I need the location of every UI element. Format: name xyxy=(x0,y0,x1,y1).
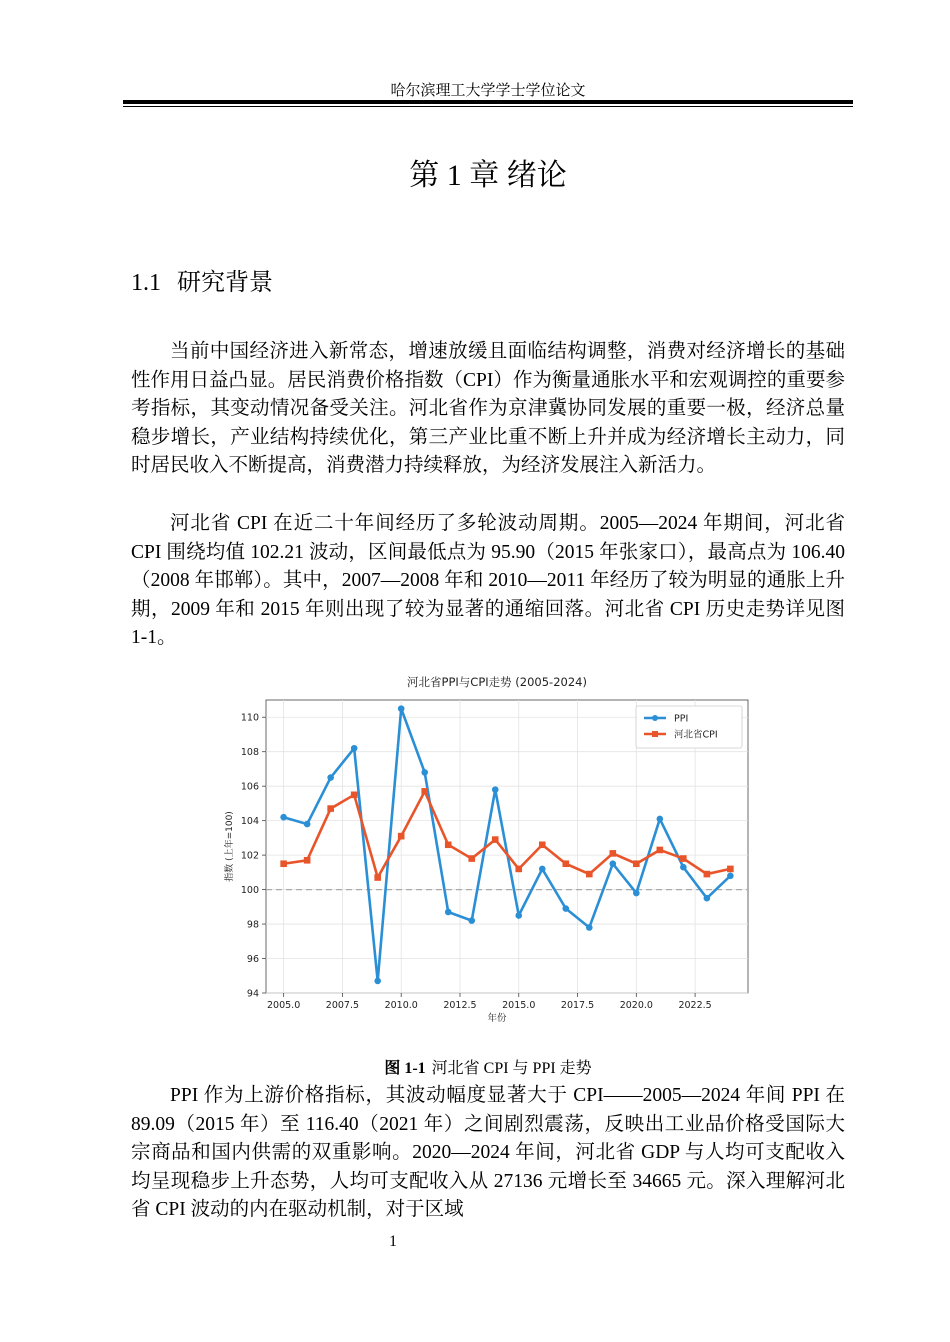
y-tick-label: 94 xyxy=(246,988,259,1000)
cpi-point xyxy=(421,788,428,795)
figure-caption-text: 河北省 CPI 与 PPI 走势 xyxy=(431,1060,592,1077)
page-number: 1 xyxy=(389,1233,397,1250)
header-title: 哈尔滨理工大学学士学位论文 xyxy=(390,83,586,99)
cpi-point xyxy=(680,855,687,862)
section-number: 1.1 xyxy=(131,270,161,296)
x-tick-label: 2020.0 xyxy=(619,1000,653,1011)
y-tick-label: 98 xyxy=(246,919,259,931)
y-axis-label: 指数 (上年=100) xyxy=(225,811,235,882)
x-tick-label: 2015.0 xyxy=(502,1000,536,1011)
x-tick-label: 2012.5 xyxy=(443,1000,477,1011)
chapter-title: 第 1 章 绪论 xyxy=(409,159,567,192)
ppi-point xyxy=(515,912,522,919)
body-paragraph-3: PPI 作为上游价格指标，其波动幅度显著大于 CPI——2005—2024 年间 PPI 在 89.09（2015 年）至 116.40（2021 年）之间剧烈震荡，反映出工业品价格受国际大宗商品和国内供需的双重影响。2020—2024 年间，河北省 GDP 与人均可支配收入均呈现稳步上升态势，人均可支配收入从 27136 元增长至 34665 元。深入理解河北省 CPI 波动的内在驱动机制，对于区域 xyxy=(131,1085,845,1221)
line-chart xyxy=(218,670,758,1032)
section-title: 研究背景 xyxy=(177,270,273,296)
cpi-point xyxy=(586,871,593,878)
ppi-point xyxy=(374,978,381,985)
cpi-point xyxy=(468,855,475,862)
cpi-point xyxy=(398,833,405,840)
cpi-point xyxy=(515,866,522,873)
ppi-point xyxy=(304,821,311,828)
cpi-point xyxy=(280,860,287,867)
cpi-point xyxy=(633,860,640,867)
ppi-point xyxy=(445,909,452,916)
ppi-point xyxy=(398,705,405,712)
x-axis-label: 年份 xyxy=(487,1013,507,1024)
legend-label: PPI xyxy=(674,713,689,725)
ppi-point xyxy=(327,774,334,781)
legend-swatch-marker xyxy=(652,715,658,721)
x-tick-label: 2010.0 xyxy=(384,1000,418,1011)
chart-title: 河北省PPI与CPI走势 (2005-2024) xyxy=(407,675,587,689)
ppi-point xyxy=(586,924,593,931)
figure-1-1 xyxy=(218,670,758,1032)
body-paragraph-2: 河北省 CPI 在近二十年间经历了多轮波动周期。2005—2024 年期间，河北省 CPI 围绕均值 102.21 波动，区间最低点为 95.90（2015 年张家口），最高点为 106.40（2008 年邯郸）。其中，2007—2008 年和 2010—2011 年经历了较为明显的通胀上升期，2009 年和 2015 年则出现了较为显著的通缩回落。河北省 CPI 历史走势详见图 1-1。 xyxy=(131,513,845,649)
ppi-point xyxy=(562,905,569,912)
cpi-point xyxy=(727,866,734,873)
header-rule-thick xyxy=(123,100,853,104)
ppi-point xyxy=(280,814,287,821)
figure-caption xyxy=(0,1055,950,1078)
y-tick-label: 96 xyxy=(246,954,259,966)
ppi-point xyxy=(351,745,358,752)
x-tick-label: 2022.5 xyxy=(678,1000,712,1011)
x-tick-label: 2005.0 xyxy=(267,1000,301,1011)
section-heading xyxy=(131,262,273,297)
header-rule-thin xyxy=(123,106,853,107)
ppi-point xyxy=(610,860,617,867)
cpi-point xyxy=(445,841,452,848)
body-paragraph-1: 当前中国经济进入新常态，增速放缓且面临结构调整，消费对经济增长的基础性作用日益凸显。居民消费价格指数（CPI）作为衡量通胀水平和宏观调控的重要参考指标，其变动情况备受关注。河北省作为京津冀协同发展的重要一极，经济总量稳步增长，产业结构持续优化，第三产业比重不断上升并成为经济增长主动力，同时居民收入不断提高，消费潜力持续释放，为经济发展注入新活力。 xyxy=(131,341,845,477)
cpi-point xyxy=(539,841,546,848)
legend-label: 河北省CPI xyxy=(674,729,718,741)
ppi-point xyxy=(704,895,711,902)
cpi-point xyxy=(304,857,311,864)
ppi-point xyxy=(680,864,687,871)
y-tick-label: 104 xyxy=(240,816,259,828)
ppi-point xyxy=(633,890,640,897)
cpi-point xyxy=(374,874,381,881)
y-tick-label: 100 xyxy=(240,885,259,897)
cpi-point xyxy=(610,850,617,857)
figure-caption-label: 图 1-1 xyxy=(384,1060,426,1077)
series-line-ppi xyxy=(284,709,731,981)
cpi-point xyxy=(562,860,569,867)
cpi-point xyxy=(492,836,499,843)
y-tick-label: 110 xyxy=(240,712,259,724)
ppi-point xyxy=(421,769,428,776)
ppi-point xyxy=(539,866,546,873)
ppi-point xyxy=(492,786,499,793)
x-tick-label: 2017.5 xyxy=(560,1000,595,1011)
cpi-point xyxy=(657,847,664,854)
ppi-point xyxy=(468,917,475,924)
legend-box xyxy=(636,706,742,748)
cpi-point xyxy=(704,871,711,878)
cpi-point xyxy=(327,805,334,812)
ppi-point xyxy=(727,873,734,880)
y-tick-label: 102 xyxy=(240,850,259,862)
legend-swatch-marker xyxy=(652,731,658,737)
cpi-point xyxy=(351,791,358,798)
y-tick-label: 106 xyxy=(240,781,259,793)
x-tick-label: 2007.5 xyxy=(325,1000,360,1011)
ppi-point xyxy=(657,816,664,823)
series-line-cpi xyxy=(284,791,731,877)
y-tick-label: 108 xyxy=(240,747,259,759)
